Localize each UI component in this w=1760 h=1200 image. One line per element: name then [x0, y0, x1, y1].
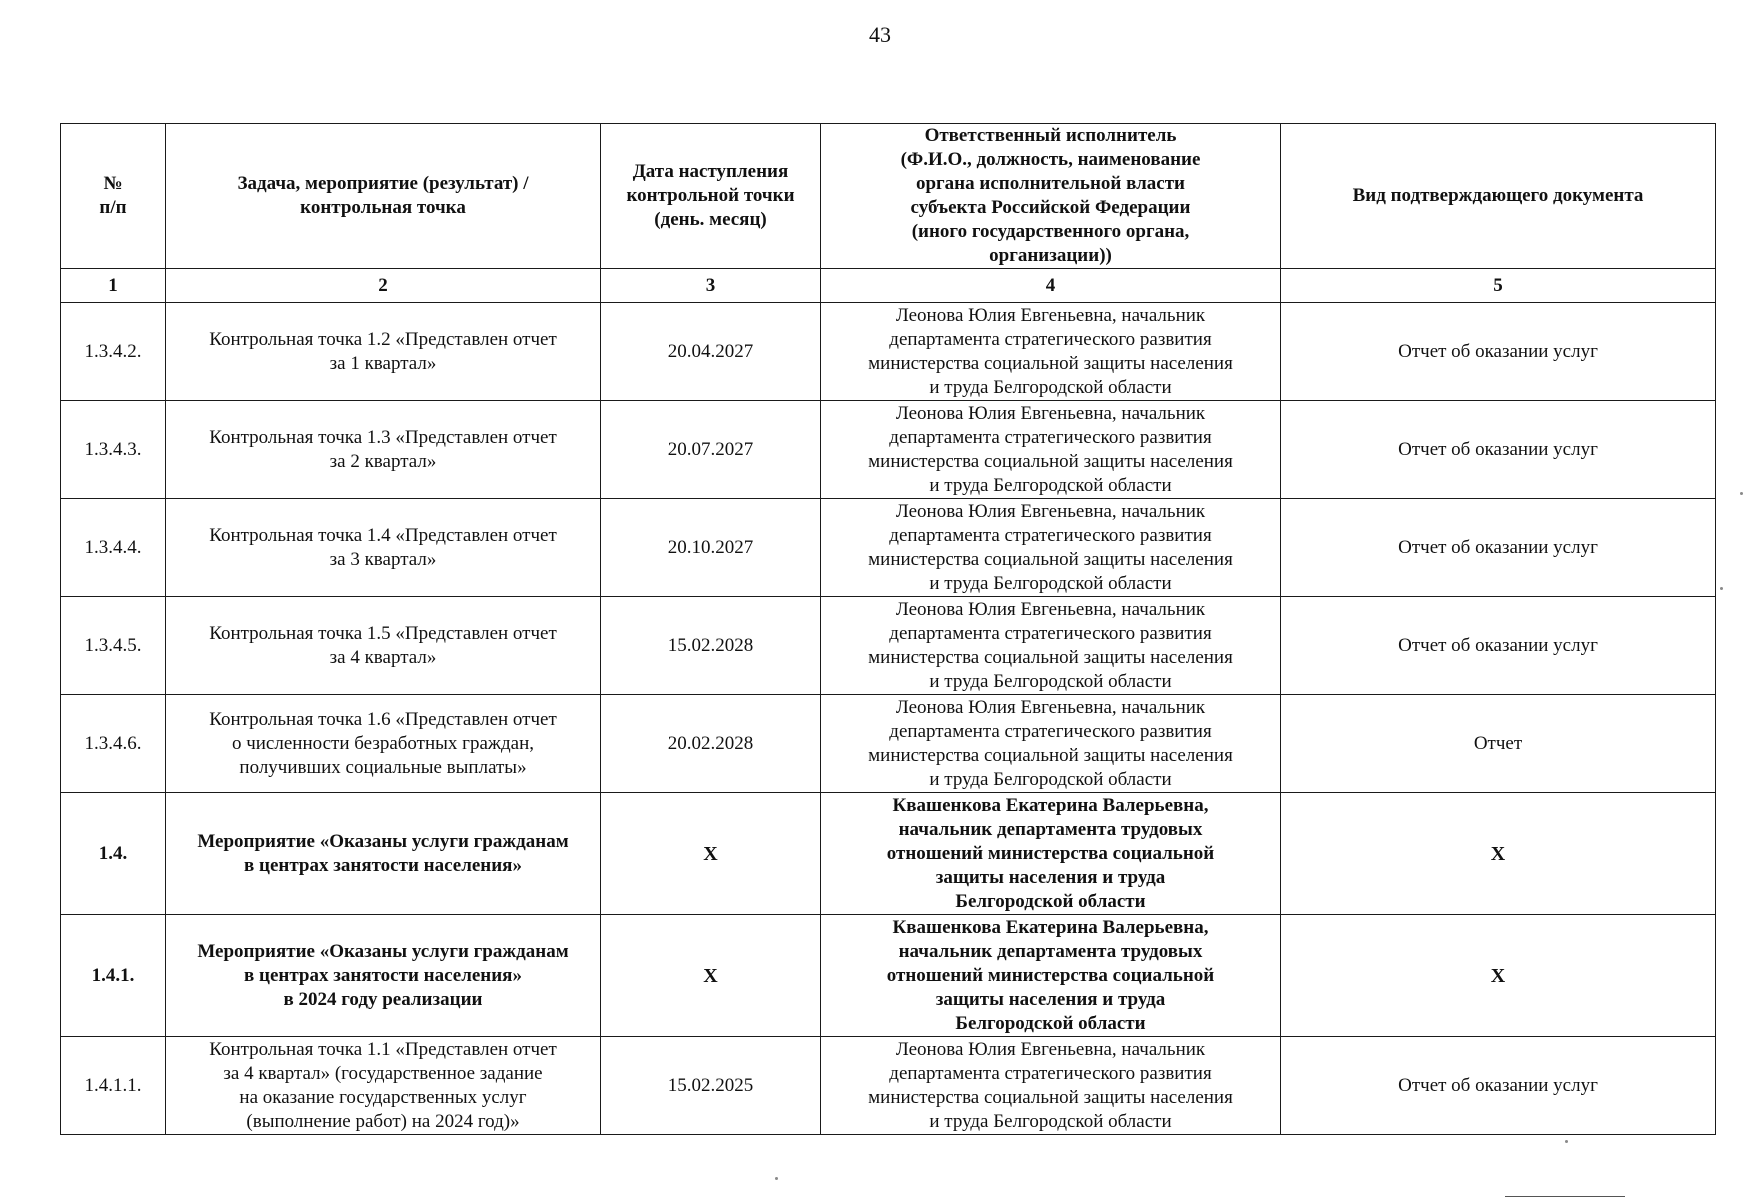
scan-streak: [1505, 1196, 1625, 1197]
row-document-not-applicable: Х: [1281, 915, 1716, 1037]
row-executor: Леонова Юлия Евгеньевна, начальник департамента стратегического развития министерства социальной защиты населения и труда Белгородской области: [821, 597, 1281, 695]
table-row: [61, 303, 1716, 401]
scan-speck: [1740, 492, 1743, 495]
column-numbers-row: [61, 269, 1716, 303]
table-row: [61, 695, 1716, 793]
column-number: 1: [61, 269, 166, 303]
row-task: Контрольная точка 1.2 «Представлен отчет за 1 квартал»: [166, 303, 601, 401]
column-number: 2: [166, 269, 601, 303]
row-number: 1.3.4.3.: [61, 401, 166, 499]
table-row: [61, 597, 1716, 695]
scan-speck: [1720, 587, 1723, 590]
row-task: Мероприятие «Оказаны услуги гражданам в центрах занятости населения» в 2024 году реализации: [166, 915, 601, 1037]
scan-speck: [775, 1177, 778, 1180]
column-number: 4: [821, 269, 1281, 303]
header-document: Вид подтверждающего документа: [1281, 124, 1716, 269]
row-number: 1.3.4.4.: [61, 499, 166, 597]
header-task: Задача, мероприятие (результат) / контрольная точка: [166, 124, 601, 269]
row-executor: Леонова Юлия Евгеньевна, начальник департамента стратегического развития министерства социальной защиты населения и труда Белгородской области: [821, 499, 1281, 597]
row-date-not-applicable: Х: [601, 915, 821, 1037]
row-task: Контрольная точка 1.1 «Представлен отчет за 4 квартал» (государственное задание на оказание государственных услуг (выполнение работ) на 2024 год)»: [166, 1037, 601, 1135]
table-header-row: [61, 124, 1716, 269]
row-task: Мероприятие «Оказаны услуги гражданам в центрах занятости населения»: [166, 793, 601, 915]
row-executor: Леонова Юлия Евгеньевна, начальник департамента стратегического развития министерства социальной защиты населения и труда Белгородской области: [821, 303, 1281, 401]
table-row-measure: [61, 915, 1716, 1037]
row-date: 20.02.2028: [601, 695, 821, 793]
row-date-not-applicable: Х: [601, 793, 821, 915]
row-executor: Квашенкова Екатерина Валерьевна, начальник департамента трудовых отношений министерства социальной защиты населения и труда Белгородской области: [821, 793, 1281, 915]
row-document: Отчет: [1281, 695, 1716, 793]
scan-speck: [1565, 1140, 1568, 1143]
row-document: Отчет об оказании услуг: [1281, 303, 1716, 401]
row-executor: Леонова Юлия Евгеньевна, начальник департамента стратегического развития министерства социальной защиты населения и труда Белгородской области: [821, 401, 1281, 499]
column-number: 3: [601, 269, 821, 303]
row-date: 20.07.2027: [601, 401, 821, 499]
row-document-not-applicable: Х: [1281, 793, 1716, 915]
row-document: Отчет об оказании услуг: [1281, 1037, 1716, 1135]
table-row: [61, 401, 1716, 499]
row-number: 1.3.4.2.: [61, 303, 166, 401]
row-executor: Квашенкова Екатерина Валерьевна, начальник департамента трудовых отношений министерства социальной защиты населения и труда Белгородской области: [821, 915, 1281, 1037]
row-task: Контрольная точка 1.6 «Представлен отчет о численности безработных граждан, получивших социальные выплаты»: [166, 695, 601, 793]
row-document: Отчет об оказании услуг: [1281, 499, 1716, 597]
table-row: [61, 1037, 1716, 1135]
page-number: 43: [869, 22, 891, 47]
row-date: 15.02.2025: [601, 1037, 821, 1135]
header-number: № п/п: [61, 124, 166, 269]
row-executor: Леонова Юлия Евгеньевна, начальник департамента стратегического развития министерства социальной защиты населения и труда Белгородской области: [821, 1037, 1281, 1135]
row-number: 1.4.1.1.: [61, 1037, 166, 1135]
row-task: Контрольная точка 1.3 «Представлен отчет за 2 квартал»: [166, 401, 601, 499]
row-task: Контрольная точка 1.4 «Представлен отчет за 3 квартал»: [166, 499, 601, 597]
control-points-table: [60, 123, 1716, 1135]
row-executor: Леонова Юлия Евгеньевна, начальник департамента стратегического развития министерства социальной защиты населения и труда Белгородской области: [821, 695, 1281, 793]
row-number: 1.4.1.: [61, 915, 166, 1037]
row-document: Отчет об оказании услуг: [1281, 401, 1716, 499]
table-row-measure: [61, 793, 1716, 915]
row-document: Отчет об оказании услуг: [1281, 597, 1716, 695]
row-number: 1.4.: [61, 793, 166, 915]
header-executor: Ответственный исполнитель (Ф.И.О., должность, наименование органа исполнительной власти субъекта Российской Федерации (иного государственного органа, организации)): [821, 124, 1281, 269]
row-number: 1.3.4.6.: [61, 695, 166, 793]
row-date: 20.04.2027: [601, 303, 821, 401]
row-date: 20.10.2027: [601, 499, 821, 597]
table-row: [61, 499, 1716, 597]
column-number: 5: [1281, 269, 1716, 303]
header-date: Дата наступления контрольной точки (день. месяц): [601, 124, 821, 269]
row-number: 1.3.4.5.: [61, 597, 166, 695]
row-date: 15.02.2028: [601, 597, 821, 695]
row-task: Контрольная точка 1.5 «Представлен отчет за 4 квартал»: [166, 597, 601, 695]
